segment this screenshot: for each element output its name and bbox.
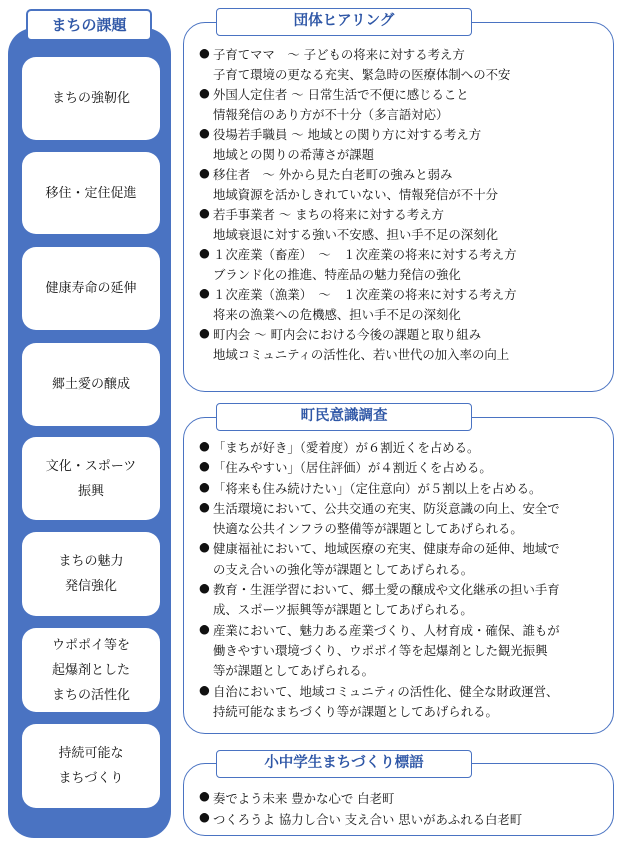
list-item: ● 自治において、地域コミュニティの活性化、健全な財政運営、 [199,681,559,699]
list-item-detail: 情報発信のあり方が不十分（多言語対応） [213,107,449,122]
list-item-continued: 持続可能なまちづくり等が課題としてあげられる。 [213,703,498,719]
list-item: ● 外国人定住者 ～ 日常生活で不便に感じること [199,85,469,102]
list-item-detail: 子育て環境の更なる充実、緊急時の医療体制への不安 [213,67,511,82]
survey-section [183,417,614,734]
issues-title: まちの課題 [26,9,152,41]
list-item: ● １次産業（畜産） ～ １次産業の将来に対する考え方 [199,245,517,262]
survey-list [199,438,560,722]
list-item: ● 生活環境において、公共交通の充実、防災意識の向上、安全で [199,498,560,516]
list-item-detail: ブランド化の推進、特産品の魅力発信の強化 [213,267,461,282]
list-item-continued: 成、スポーツ振興等が課題としてあげられる。 [213,602,473,618]
list-item-detail: 地域コミュニティの活性化、若い世代の加入率の向上 [213,347,510,362]
hearing-title: 団体ヒアリング [216,8,472,36]
issue-box-7: ウポポイ等を 起爆剤とした まちの活性化 [22,628,160,712]
list-item-detail: 地域資源を活かしきれていない、情報発信が不十分 [213,187,498,202]
list-item: ● 「住みやすい」（居住評価）が４割近くを占める。 [199,458,492,476]
list-item: ● 移住者 ～ 外から見た白老町の強みと弱み [199,165,453,182]
issue-box-1: まちの強靭化 [22,57,160,140]
list-item: ● １次産業（漁業） ～ １次産業の将来に対する考え方 [199,285,517,302]
list-item: ● 健康福祉において、地域医療の充実、健康寿命の延伸、地域で [199,539,560,557]
list-item: ● 町内会 ～ 町内会における今後の課題と取り組み [199,325,482,342]
hearing-list [199,45,517,365]
hearing-section [183,22,614,392]
list-item-detail: 将来の漁業への危機感、担い手不足の深刻化 [213,307,461,322]
issue-box-8: 持続可能な まちづくり [22,724,160,808]
issue-box-3: 健康寿命の延伸 [22,247,160,330]
list-item-continued: 快適な公共インフラの整備等が課題としてあげられる。 [213,521,523,537]
list-item-detail: 地域衰退に対する強い不安感、担い手不足の深刻化 [213,227,498,242]
list-item-detail: 地域との関りの希薄さが課題 [213,147,375,162]
list-item: ● つくろうよ 協力し合い 支え合い 思いがあふれる白老町 [199,809,523,827]
slogan-list [199,788,522,830]
issue-box-6: まちの魅力 発信強化 [22,532,160,616]
list-item: ● 「将来も住み続けたい」（定住意向）が５割以上を占める。 [199,478,542,496]
issues-column [8,28,171,838]
list-item: ● 産業において、魅力ある産業づくり、人材育成・確保、誰もが [199,620,560,638]
issue-box-5: 文化・スポーツ 振興 [22,437,160,520]
issue-box-2: 移住・定住促進 [22,152,160,234]
list-item-continued: 等が課題としてあげられる。 [213,663,375,679]
list-item: ● 子育てママ ～ 子どもの将来に対する考え方 [199,45,465,62]
slogan-title: 小中学生まちづくり標語 [216,750,472,778]
list-item: ● 役場若手職員 ～ 地域との関り方に対する考え方 [199,125,482,142]
list-item: ● 奏でよう未来 豊かな心で 白老町 [199,788,395,806]
list-item: ● 教育・生涯学習において、郷土愛の醸成や文化継承の担い手育 [199,580,560,598]
list-item: ● 「まちが好き」（愛着度）が６割近くを占める。 [199,438,480,455]
survey-title: 町民意識調査 [216,403,472,431]
list-item: ● 若手事業者 ～ まちの将来に対する考え方 [199,205,444,222]
list-item-continued: 働きやすい環境づくり、ウポポイ等を起爆剤とした観光振興 [213,642,548,658]
issue-box-4: 郷土愛の醸成 [22,343,160,426]
list-item-continued: の支え合いの強化等が課題としてあげられる。 [213,561,474,577]
